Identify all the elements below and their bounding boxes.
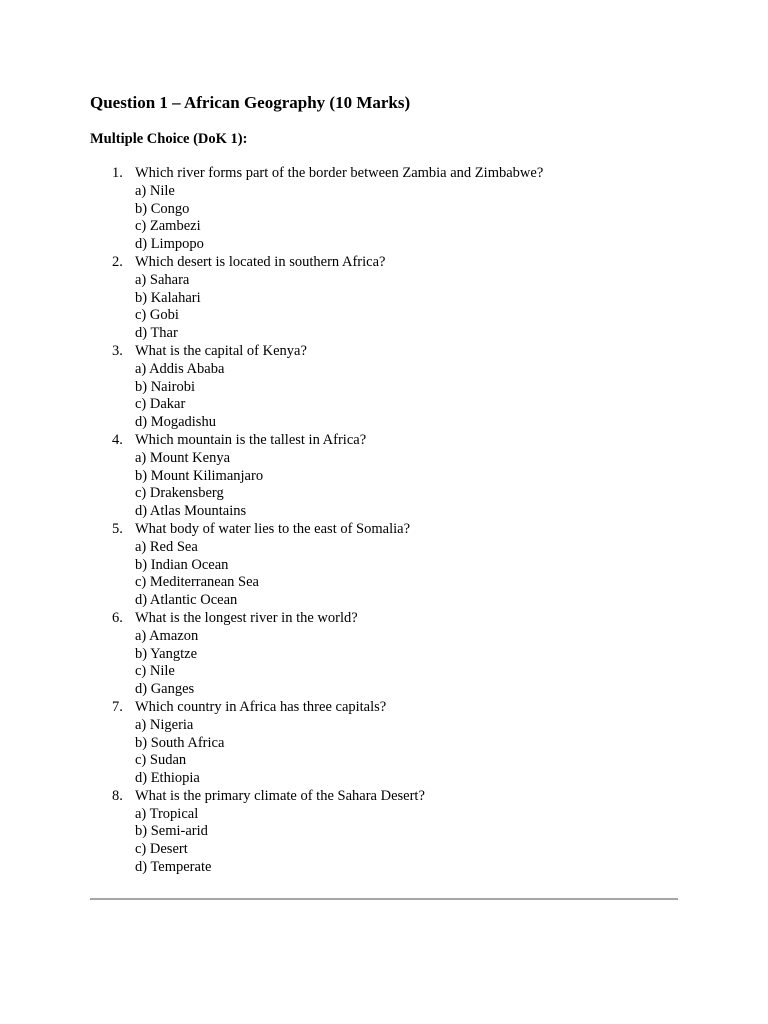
answer-option: d) Ethiopia [135, 770, 200, 787]
document-page [90, 92, 678, 877]
question-item [90, 610, 678, 699]
answer-option: b) Semi-arid [135, 823, 208, 840]
question-text: Which river forms part of the border between Zambia and Zimbabwe? [135, 165, 544, 181]
question-text: Which desert is located in southern Africa? [135, 253, 386, 270]
option-list [135, 717, 678, 788]
question-text: Which mountain is the tallest in Africa? [135, 431, 367, 448]
answer-option: c) Mediterranean Sea [135, 574, 259, 591]
question-item [90, 788, 678, 877]
question-number: 1. [112, 165, 123, 181]
option-list [135, 539, 678, 610]
answer-option: d) Limpopo [135, 236, 204, 253]
answer-option: c) Sudan [135, 752, 187, 769]
answer-option: a) Nile [135, 182, 175, 199]
answer-option: d) Ganges [135, 681, 195, 698]
answer-option: a) Tropical [135, 805, 199, 822]
option-list [135, 183, 678, 254]
answer-option: d) Atlantic Ocean [135, 592, 238, 609]
question-number: 5. [112, 520, 123, 537]
option-list [135, 361, 678, 432]
answer-option: d) Thar [135, 325, 178, 342]
question-number: 8. [112, 787, 123, 804]
answer-option: d) Mogadishu [135, 414, 216, 431]
question-number: 7. [112, 698, 123, 715]
question-number: 2. [112, 253, 123, 270]
answer-option: b) South Africa [135, 734, 225, 751]
question-item [90, 521, 678, 610]
answer-option: b) Indian Ocean [135, 556, 229, 573]
question-number: 3. [112, 342, 123, 359]
question-item [90, 165, 678, 254]
option-list [135, 272, 678, 343]
horizontal-divider [90, 898, 678, 900]
answer-option: c) Desert [135, 841, 188, 858]
answer-option: b) Congo [135, 200, 190, 217]
answer-option: b) Kalahari [135, 289, 201, 306]
answer-option: c) Nile [135, 663, 175, 680]
question-text: Which country in Africa has three capitals? [135, 698, 387, 715]
question-item [90, 432, 678, 521]
answer-option: b) Mount Kilimanjaro [135, 467, 264, 484]
answer-option: d) Atlas Mountains [135, 503, 247, 520]
answer-option: d) Temperate [135, 859, 212, 876]
question-number: 4. [112, 431, 123, 448]
answer-option: c) Zambezi [135, 218, 201, 235]
option-list [135, 806, 678, 877]
question-text: What is the primary climate of the Sahara Desert? [135, 787, 425, 804]
section-heading: Multiple Choice (DoK 1): [90, 131, 248, 147]
page-title: Question 1 – African Geography (10 Marks) [90, 93, 411, 112]
question-number: 6. [112, 609, 123, 626]
question-text: What is the capital of Kenya? [135, 342, 307, 359]
answer-option: c) Dakar [135, 396, 186, 413]
answer-option: a) Amazon [135, 627, 199, 644]
answer-option: a) Sahara [135, 271, 190, 288]
answer-option: b) Yangtze [135, 645, 198, 662]
option-list [135, 450, 678, 521]
question-text: What body of water lies to the east of Somalia? [135, 520, 411, 537]
answer-option: a) Nigeria [135, 716, 194, 733]
answer-option: a) Mount Kenya [135, 449, 231, 466]
answer-option: a) Red Sea [135, 538, 198, 555]
answer-option: c) Drakensberg [135, 485, 224, 502]
question-item [90, 254, 678, 343]
question-list [90, 165, 678, 877]
question-text: What is the longest river in the world? [135, 609, 358, 626]
question-item [90, 699, 678, 788]
answer-option: c) Gobi [135, 307, 179, 324]
option-list [135, 628, 678, 699]
answer-option: a) Addis Ababa [135, 360, 225, 377]
answer-option: b) Nairobi [135, 378, 195, 395]
question-item [90, 343, 678, 432]
